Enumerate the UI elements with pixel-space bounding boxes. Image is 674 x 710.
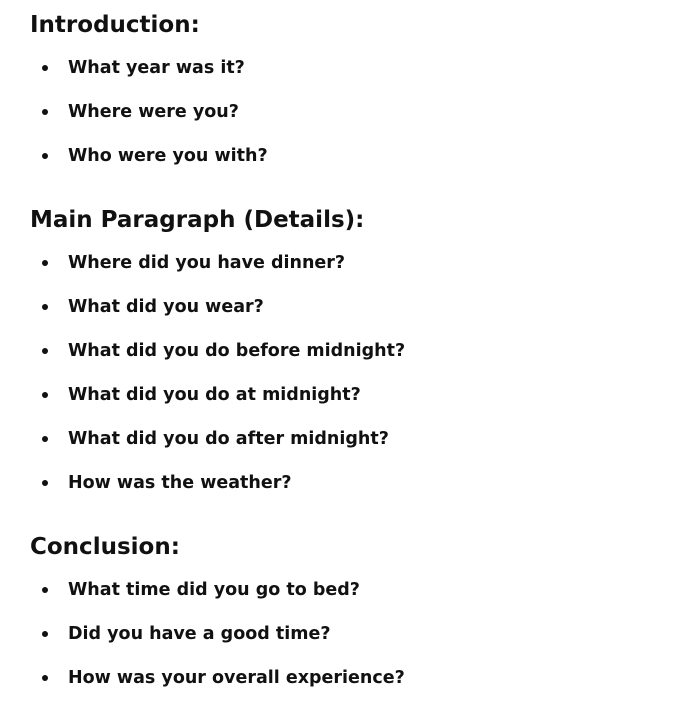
- list-item: [30, 461, 650, 505]
- list-item-text: How was your overall experience?: [68, 668, 405, 688]
- section-title: Main Paragraph (Details):: [30, 207, 365, 233]
- list-item: [30, 285, 650, 329]
- bullet-icon: [42, 656, 52, 700]
- list-item-text: Who were you with?: [68, 146, 268, 166]
- bullet-icon: [42, 241, 52, 285]
- bullet-icon: [42, 612, 52, 656]
- list-item-text: What did you do at midnight?: [68, 385, 361, 405]
- list-item-text: What time did you go to bed?: [68, 580, 360, 600]
- bullet-icon: [42, 46, 52, 90]
- question-list: [30, 46, 650, 178]
- question-list: [30, 568, 650, 700]
- list-item-text: How was the weather?: [68, 473, 292, 493]
- section-title: Introduction:: [30, 12, 200, 38]
- list-item-text: What did you do after midnight?: [68, 429, 389, 449]
- list-item-text: What did you wear?: [68, 297, 264, 317]
- bullet-icon: [42, 461, 52, 505]
- list-item: [30, 568, 650, 612]
- section-conclusion: [30, 532, 650, 700]
- bullet-icon: [42, 90, 52, 134]
- list-item-text: What did you do before midnight?: [68, 341, 406, 361]
- question-list: [30, 241, 650, 505]
- list-item-text: Did you have a good time?: [68, 624, 331, 644]
- list-item: [30, 90, 650, 134]
- bullet-icon: [42, 373, 52, 417]
- bullet-icon: [42, 417, 52, 461]
- list-item: [30, 417, 650, 461]
- list-item: [30, 241, 650, 285]
- list-item: [30, 329, 650, 373]
- list-item-text: Where were you?: [68, 102, 239, 122]
- list-item-text: Where did you have dinner?: [68, 253, 346, 273]
- bullet-icon: [42, 329, 52, 373]
- section-title: Conclusion:: [30, 534, 180, 560]
- list-item: [30, 46, 650, 90]
- list-item-text: What year was it?: [68, 58, 245, 78]
- section-introduction: [30, 10, 650, 178]
- bullet-icon: [42, 285, 52, 329]
- list-item: [30, 373, 650, 417]
- bullet-icon: [42, 568, 52, 612]
- bullet-icon: [42, 134, 52, 178]
- list-item: [30, 656, 650, 700]
- list-item: [30, 134, 650, 178]
- list-item: [30, 612, 650, 656]
- section-main-paragraph: [30, 205, 650, 505]
